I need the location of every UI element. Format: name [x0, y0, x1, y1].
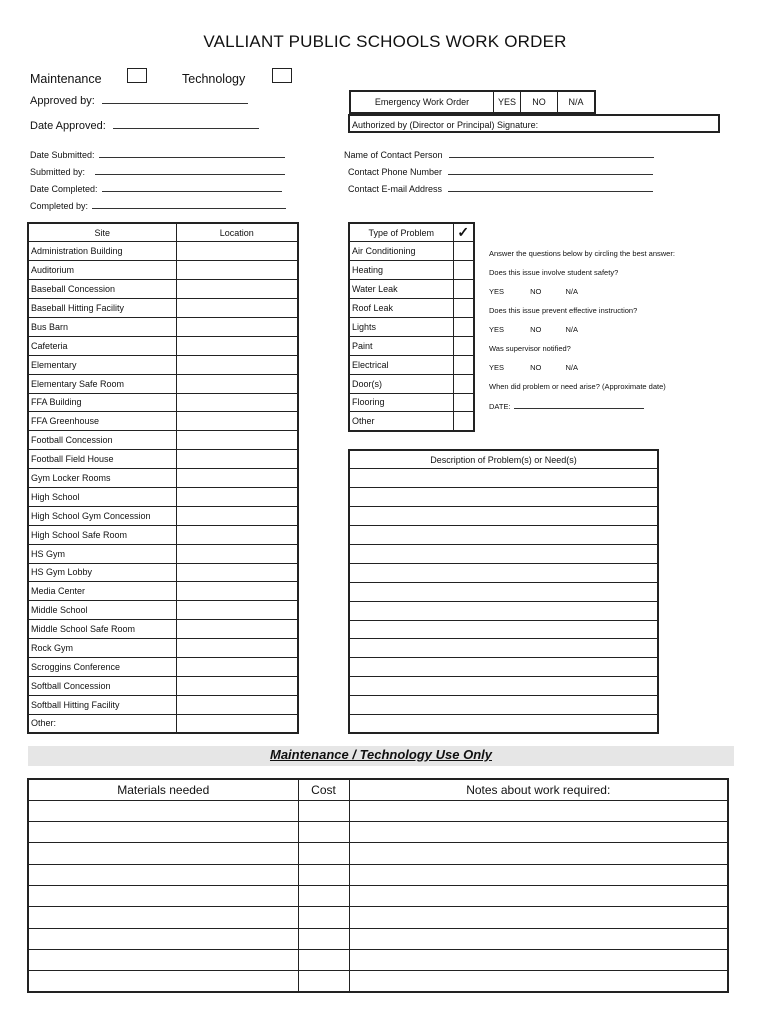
site-row: [28, 393, 298, 412]
problem-type-table: [348, 222, 475, 432]
question-student-safety: Does this issue involve student safety?: [489, 268, 619, 277]
site-name: Administration Building: [28, 242, 176, 261]
description-cell[interactable]: [349, 507, 658, 526]
description-row: [349, 469, 658, 488]
problem-check-cell[interactable]: [453, 280, 474, 299]
submitted-by-label: Submitted by:: [30, 167, 86, 177]
materials-cell[interactable]: [28, 949, 298, 970]
cost-cell[interactable]: [298, 822, 349, 843]
emergency-yes[interactable]: YES: [494, 91, 521, 113]
answer-na[interactable]: N/A: [565, 325, 578, 334]
notes-cell[interactable]: [349, 822, 728, 843]
contact-phone-field[interactable]: [348, 165, 653, 177]
cost-header: Cost: [298, 779, 349, 800]
cost-cell[interactable]: [298, 928, 349, 949]
site-name: Baseball Concession: [28, 280, 176, 299]
answer-yes[interactable]: YES: [489, 325, 505, 334]
site-location-table: [27, 222, 299, 734]
problem-row: [349, 242, 474, 261]
site-header: Site: [28, 223, 176, 242]
site-row: [28, 412, 298, 431]
problem-row: [349, 261, 474, 280]
answer-no[interactable]: NO: [530, 363, 542, 372]
question-date-arise: When did problem or need arise? (Approximate date): [489, 382, 666, 391]
completed-by-line: [92, 199, 286, 209]
materials-cell[interactable]: [28, 907, 298, 928]
use-only-banner-text: Maintenance / Technology Use Only: [269, 747, 492, 762]
location-cell[interactable]: [176, 620, 298, 639]
date-line: [514, 401, 644, 409]
problem-name: Door(s): [349, 374, 453, 393]
location-cell[interactable]: [176, 582, 298, 601]
description-cell[interactable]: [349, 526, 658, 545]
site-row: [28, 280, 298, 299]
location-cell[interactable]: [176, 639, 298, 658]
question-instruction: Does this issue prevent effective instruction?: [489, 306, 638, 315]
location-cell[interactable]: [176, 412, 298, 431]
problem-check-cell[interactable]: [453, 412, 474, 431]
approved-by-line: [102, 94, 248, 104]
problem-row: [349, 355, 474, 374]
problem-check-cell[interactable]: [453, 355, 474, 374]
submitted-by-field[interactable]: [30, 165, 285, 177]
site-row: [28, 695, 298, 714]
site-row: [28, 676, 298, 695]
completed-by-label: Completed by:: [30, 201, 89, 211]
description-row: [349, 714, 658, 733]
check-icon: ✓: [453, 223, 474, 242]
site-row: [28, 506, 298, 525]
description-cell[interactable]: [349, 658, 658, 677]
problem-name: Electrical: [349, 355, 453, 374]
location-cell[interactable]: [176, 299, 298, 318]
materials-row: [28, 864, 728, 885]
contact-person-line: [449, 148, 654, 158]
answer-yes[interactable]: YES: [489, 287, 505, 296]
site-row: [28, 714, 298, 733]
location-cell[interactable]: [176, 714, 298, 733]
description-row: [349, 658, 658, 677]
date-approved-line: [113, 119, 259, 129]
materials-row: [28, 822, 728, 843]
description-cell[interactable]: [349, 488, 658, 507]
page-title: VALLIANT PUBLIC SCHOOLS WORK ORDER: [203, 32, 567, 51]
location-cell[interactable]: [176, 355, 298, 374]
location-cell[interactable]: [176, 469, 298, 488]
authorized-label: Authorized by (Director or Principal) Signature:: [352, 120, 539, 130]
location-cell[interactable]: [176, 280, 298, 299]
site-name: High School Safe Room: [28, 525, 176, 544]
description-row: [349, 582, 658, 601]
description-row: [349, 601, 658, 620]
notes-header: Notes about work required:: [349, 779, 728, 800]
approved-by-field[interactable]: [30, 94, 248, 107]
site-table-header: [28, 223, 298, 242]
date-submitted-field[interactable]: [30, 148, 285, 160]
site-row: [28, 620, 298, 639]
notes-cell[interactable]: [349, 928, 728, 949]
materials-table: [27, 778, 729, 993]
notes-cell[interactable]: [349, 864, 728, 885]
problem-name: Flooring: [349, 393, 453, 412]
date-field[interactable]: [489, 401, 644, 411]
location-cell[interactable]: [176, 393, 298, 412]
location-cell[interactable]: [176, 374, 298, 393]
answer-na[interactable]: N/A: [565, 287, 578, 296]
location-cell[interactable]: [176, 563, 298, 582]
site-name: Rock Gym: [28, 639, 176, 658]
cost-cell[interactable]: [298, 864, 349, 885]
technology-label: Technology: [182, 72, 246, 86]
site-name: FFA Greenhouse: [28, 412, 176, 431]
date-completed-field[interactable]: [30, 182, 282, 194]
problem-check-cell[interactable]: [453, 374, 474, 393]
description-table: [348, 449, 659, 734]
site-name: High School: [28, 487, 176, 506]
questions-intro: Answer the questions below by circling the best answer:: [489, 249, 675, 258]
contact-email-line: [448, 182, 653, 192]
location-cell[interactable]: [176, 657, 298, 676]
question-supervisor: Was supervisor notified?: [489, 344, 571, 353]
answer-no[interactable]: NO: [530, 325, 542, 334]
notes-cell[interactable]: [349, 843, 728, 864]
approved-by-label: Approved by:: [30, 95, 95, 107]
technology-checkbox[interactable]: [272, 68, 292, 83]
site-row: [28, 374, 298, 393]
problem-row: [349, 412, 474, 431]
materials-cell[interactable]: [28, 843, 298, 864]
notes-cell[interactable]: [349, 949, 728, 970]
problem-row: [349, 393, 474, 412]
site-name: Middle School: [28, 601, 176, 620]
description-cell[interactable]: [349, 601, 658, 620]
site-row: [28, 525, 298, 544]
location-cell[interactable]: [176, 450, 298, 469]
problem-name: Heating: [349, 261, 453, 280]
location-cell[interactable]: [176, 336, 298, 355]
cost-cell[interactable]: [298, 885, 349, 906]
site-name: Bus Barn: [28, 317, 176, 336]
site-name: Softball Hitting Facility: [28, 695, 176, 714]
materials-row: [28, 907, 728, 928]
location-cell[interactable]: [176, 487, 298, 506]
site-name: Auditorium: [28, 261, 176, 280]
problem-name: Lights: [349, 317, 453, 336]
contact-phone-label: Contact Phone Number: [348, 167, 443, 177]
problem-name: Roof Leak: [349, 299, 453, 318]
description-row: [349, 696, 658, 715]
description-cell[interactable]: [349, 696, 658, 715]
description-row: [349, 526, 658, 545]
site-row: [28, 261, 298, 280]
site-row: [28, 355, 298, 374]
location-cell[interactable]: [176, 431, 298, 450]
location-cell[interactable]: [176, 601, 298, 620]
problem-name: Paint: [349, 336, 453, 355]
problem-check-cell[interactable]: [453, 336, 474, 355]
materials-row: [28, 928, 728, 949]
contact-email-label: Contact E-mail Address: [348, 184, 443, 194]
date-label: DATE:: [489, 402, 511, 411]
emergency-box: [349, 90, 596, 114]
site-row: [28, 487, 298, 506]
emergency-na[interactable]: N/A: [558, 91, 596, 113]
cost-cell[interactable]: [298, 843, 349, 864]
date-completed-line: [102, 182, 282, 192]
location-cell[interactable]: [176, 506, 298, 525]
problem-row: [349, 299, 474, 318]
site-name: Cafeteria: [28, 336, 176, 355]
answer-no[interactable]: NO: [530, 287, 542, 296]
site-row: [28, 601, 298, 620]
answer-yes[interactable]: YES: [489, 363, 505, 372]
location-cell[interactable]: [176, 525, 298, 544]
site-name: High School Gym Concession: [28, 506, 176, 525]
contact-email-field[interactable]: [348, 182, 653, 194]
materials-row: [28, 885, 728, 906]
emergency-label: Emergency Work Order: [350, 91, 494, 113]
notes-cell[interactable]: [349, 885, 728, 906]
description-cell[interactable]: [349, 469, 658, 488]
description-row: [349, 620, 658, 639]
problem-check-cell[interactable]: [453, 317, 474, 336]
maintenance-checkbox[interactable]: [127, 68, 147, 83]
site-row: [28, 582, 298, 601]
site-name: FFA Building: [28, 393, 176, 412]
description-cell[interactable]: [349, 639, 658, 658]
site-name: Elementary: [28, 355, 176, 374]
site-row: [28, 299, 298, 318]
date-approved-label: Date Approved:: [30, 120, 106, 132]
site-name: Football Field House: [28, 450, 176, 469]
materials-row: [28, 949, 728, 970]
problem-check-cell[interactable]: [453, 393, 474, 412]
site-name: Elementary Safe Room: [28, 374, 176, 393]
problem-name: Water Leak: [349, 280, 453, 299]
site-name: Other:: [28, 714, 176, 733]
date-completed-label: Date Completed:: [30, 184, 98, 194]
site-row: [28, 469, 298, 488]
materials-cell[interactable]: [28, 971, 298, 992]
location-cell[interactable]: [176, 261, 298, 280]
description-cell[interactable]: [349, 582, 658, 601]
notes-cell[interactable]: [349, 800, 728, 821]
site-row: [28, 639, 298, 658]
notes-cell[interactable]: [349, 971, 728, 992]
materials-cell[interactable]: [28, 885, 298, 906]
site-row: [28, 431, 298, 450]
emergency-no[interactable]: NO: [521, 91, 558, 113]
problem-name: Air Conditioning: [349, 242, 453, 261]
date-submitted-label: Date Submitted:: [30, 150, 95, 160]
cost-cell[interactable]: [298, 949, 349, 970]
materials-row: [28, 800, 728, 821]
maintenance-label: Maintenance: [30, 72, 102, 86]
site-name: Middle School Safe Room: [28, 620, 176, 639]
authorized-signature-field[interactable]: [348, 114, 720, 133]
description-cell[interactable]: [349, 563, 658, 582]
contact-person-label: Name of Contact Person: [344, 150, 443, 160]
materials-cell[interactable]: [28, 928, 298, 949]
cost-cell[interactable]: [298, 971, 349, 992]
site-row: [28, 563, 298, 582]
contact-person-field[interactable]: [344, 148, 654, 160]
date-submitted-line: [99, 148, 285, 158]
description-row: [349, 488, 658, 507]
location-cell[interactable]: [176, 544, 298, 563]
site-name: HS Gym: [28, 544, 176, 563]
answer-row-1: [489, 287, 578, 296]
notes-cell[interactable]: [349, 907, 728, 928]
site-name: Softball Concession: [28, 676, 176, 695]
date-approved-field[interactable]: [30, 119, 259, 132]
problem-table-header: [349, 223, 474, 242]
site-name: HS Gym Lobby: [28, 563, 176, 582]
description-row: [349, 544, 658, 563]
contact-phone-line: [448, 165, 653, 175]
description-row: [349, 677, 658, 696]
submitted-by-line: [95, 165, 285, 175]
site-row: [28, 242, 298, 261]
problem-check-cell[interactable]: [453, 299, 474, 318]
description-row: [349, 563, 658, 582]
location-cell[interactable]: [176, 242, 298, 261]
site-row: [28, 336, 298, 355]
problem-row: [349, 280, 474, 299]
materials-cell[interactable]: [28, 800, 298, 821]
materials-row: [28, 971, 728, 992]
location-header: Location: [176, 223, 298, 242]
site-name: Media Center: [28, 582, 176, 601]
description-cell[interactable]: [349, 544, 658, 563]
location-cell[interactable]: [176, 676, 298, 695]
site-name: Scroggins Conference: [28, 657, 176, 676]
description-cell[interactable]: [349, 620, 658, 639]
materials-cell[interactable]: [28, 864, 298, 885]
site-row: [28, 657, 298, 676]
site-name: Gym Locker Rooms: [28, 469, 176, 488]
problem-header: Type of Problem: [349, 223, 453, 242]
problem-check-cell[interactable]: [453, 261, 474, 280]
site-name: Football Concession: [28, 431, 176, 450]
description-row: [349, 639, 658, 658]
answer-row-2: [489, 325, 578, 334]
site-row: [28, 544, 298, 563]
problem-row: [349, 317, 474, 336]
description-cell[interactable]: [349, 677, 658, 696]
problem-row: [349, 336, 474, 355]
cost-cell[interactable]: [298, 907, 349, 928]
site-row: [28, 317, 298, 336]
materials-header: Materials needed: [28, 779, 298, 800]
site-name: Baseball Hitting Facility: [28, 299, 176, 318]
description-cell[interactable]: [349, 714, 658, 733]
site-row: [28, 450, 298, 469]
description-row: [349, 507, 658, 526]
answer-na[interactable]: N/A: [565, 363, 578, 372]
location-cell[interactable]: [176, 317, 298, 336]
description-header: Description of Problem(s) or Need(s): [349, 450, 658, 469]
answer-row-3: [489, 363, 578, 372]
materials-row: [28, 843, 728, 864]
problem-check-cell[interactable]: [453, 242, 474, 261]
problem-row: [349, 374, 474, 393]
cost-cell[interactable]: [298, 800, 349, 821]
problem-name: Other: [349, 412, 453, 431]
materials-cell[interactable]: [28, 822, 298, 843]
location-cell[interactable]: [176, 695, 298, 714]
completed-by-field[interactable]: [30, 199, 286, 211]
